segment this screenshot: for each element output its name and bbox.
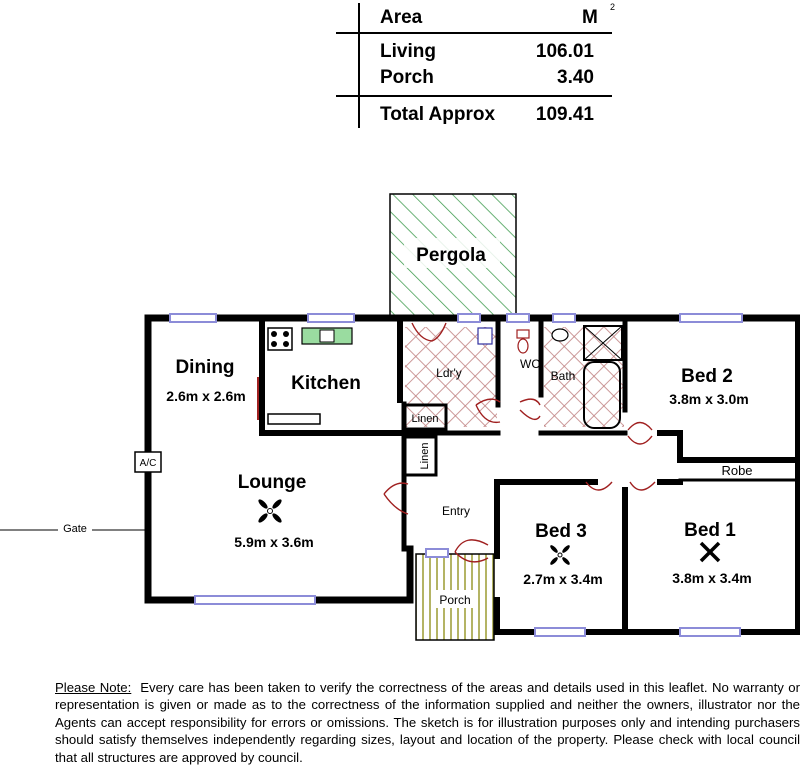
porch-label: Porch (439, 593, 471, 607)
wc-label: WC (520, 357, 540, 371)
laundry-label: Ldr'y (436, 366, 462, 380)
lounge-size: 5.9m x 3.6m (234, 534, 314, 550)
bed2-size: 3.8m x 3.0m (669, 391, 749, 407)
bed1-label: Bed 1 (684, 520, 736, 541)
disclaimer-heading: Please Note: (55, 680, 132, 695)
laundry-tub-icon (478, 328, 492, 344)
lounge-fan-icon (257, 498, 283, 524)
area-table (336, 2, 615, 128)
area-unit-superscript: 2 (610, 2, 616, 12)
bed3-size: 2.7m x 3.4m (523, 571, 603, 587)
bath-label: Bath (550, 369, 576, 383)
bed1-size: 3.8m x 3.4m (672, 570, 752, 586)
area-unit: M (582, 7, 598, 28)
bench-icon (268, 414, 320, 424)
porch (416, 554, 494, 640)
pergola (390, 194, 516, 318)
bed2-label: Bed 2 (681, 366, 733, 387)
area-total-value: 109.41 (535, 104, 594, 125)
basin-icon (552, 329, 568, 341)
area-header-label: Area (380, 7, 423, 28)
ac-label: A/C (139, 458, 157, 469)
cooktop-icon (268, 328, 292, 350)
area-row-porch-value: 3.40 (557, 67, 594, 88)
entry-label: Entry (441, 504, 471, 518)
kitchen-label: Kitchen (291, 373, 361, 394)
wc-toilet-icon (517, 330, 529, 338)
bed1-fan-icon (701, 543, 719, 561)
area-row-living-value: 106.01 (535, 41, 594, 62)
dining-size: 2.6m x 2.6m (166, 388, 246, 404)
linen-label-2: Linen (419, 442, 431, 470)
bed3-label: Bed 3 (535, 521, 587, 542)
area-total-label: Total Approx (380, 104, 496, 125)
area-row-living-label: Living (380, 41, 436, 62)
pergola-label: Pergola (416, 245, 486, 266)
dining-label: Dining (175, 357, 235, 378)
linen-label-1: Linen (411, 413, 439, 425)
area-row-porch-label: Porch (380, 67, 434, 88)
robe-label: Robe (721, 463, 753, 478)
disclaimer-note (55, 679, 800, 766)
gate-label: Gate (63, 523, 87, 535)
bed3-fan-icon (549, 544, 571, 566)
disclaimer-text: Every care has been taken to verify the correctness of the areas and details used in this leaflet. No warranty or representation is given or made as to the correctness of the information supplied and neither the owners, illustrator nor the Agents can accept responsibility for errors or omissions. The sketch is for illustration purposes only and intending purchasers should satisfy themselves independently regarding sizes, layout and location of the property. Please check with local council that all structures are approved by council. (55, 680, 800, 765)
lounge-label: Lounge (237, 472, 307, 493)
